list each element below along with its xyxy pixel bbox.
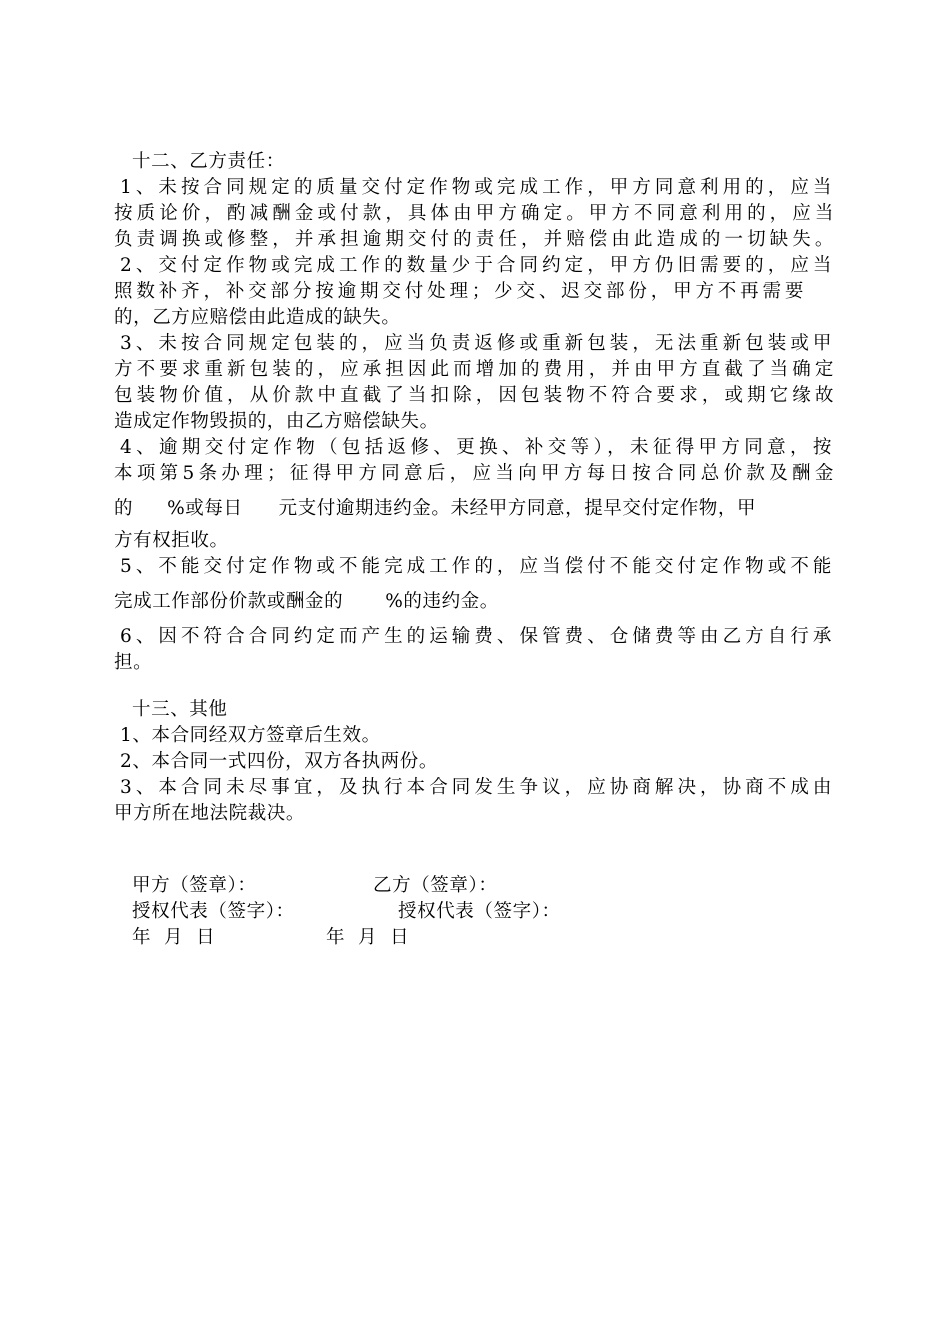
clause-12-3-line-1: 3、未按合同规定包装的，应当负责返修或重新包装，无法重新包装或甲: [120, 333, 832, 354]
clause-12-1-line-1: 1、未按合同规定的质量交付定作物或完成工作，甲方同意利用的，应当: [120, 177, 832, 198]
party-b-date: 年 月 日: [326, 927, 410, 948]
clause-12-4-line-3: [114, 496, 834, 522]
clause-12-3-line-3: 包装物价值，从价款中直截了当扣除，因包装物不符合要求，或期它缘故: [114, 385, 834, 406]
party-a-date: 年 月 日: [132, 927, 216, 948]
clause-12-5-line-1: 5、不能交付定作物或不能完成工作的，应当偿付不能交付定作物或不能: [120, 556, 832, 577]
clause-13-3-line-1: 3、本合同未尽事宜，及执行本合同发生争议，应协商解决，协商不成由: [120, 777, 832, 798]
clause-12-5-text-a: 完成工作部份价款或酬金的: [114, 591, 344, 612]
party-a-seal-label: 甲方（签章）：: [132, 875, 257, 896]
clause-13-1: 1、本合同经双方签章后生效。: [120, 725, 381, 746]
clause-12-5-line-2: [114, 589, 834, 615]
clause-12-4-line-4: 方有权拒收。: [114, 530, 229, 551]
clause-12-3-line-4: 造成定作物毁损的，由乙方赔偿缺失。: [114, 411, 439, 432]
clause-12-1-line-2: 按质论价，酌减酬金或付款，具体由甲方确定。甲方不同意利用的，应当: [114, 203, 834, 224]
party-b-seal-label: 乙方（签章）：: [373, 875, 498, 896]
clause-12-6-line-2: 担。: [114, 652, 153, 673]
clause-12-2-line-1: 2、交付定作物或完成工作的数量少于合同约定，甲方仍旧需要的，应当: [120, 255, 832, 276]
clause-12-4-text-b: %或每日: [167, 498, 243, 519]
clause-12-4-line-2: 本项第5条办理；征得甲方同意后，应当向甲方每日按合同总价款及酬金: [114, 463, 834, 484]
clause-12-4-line-1: 4、逾期交付定作物（包括返修、更换、补交等），未征得甲方同意，按: [120, 437, 832, 458]
party-b-representative-label: 授权代表（签字）：: [398, 901, 561, 922]
clause-13-2: 2、本合同一式四份，双方各执两份。: [120, 751, 438, 772]
clause-12-3-line-2: 方不要求重新包装的，应承担因此而增加的费用，并由甲方直截了当确定: [114, 359, 834, 380]
clause-12-4-text-a: 的: [114, 498, 134, 519]
section-12-heading: 十二、乙方责任：: [132, 151, 285, 172]
clause-12-6-line-1: 6、因不符合合同约定而产生的运输费、保管费、仓储费等由乙方自行承: [120, 626, 832, 647]
clause-12-5-text-b: %的违约金。: [385, 591, 499, 612]
clause-12-2-line-3: 的，乙方应赔偿由此造成的缺失。: [114, 307, 401, 328]
section-13-heading: 十三、其他: [132, 699, 228, 720]
clause-12-2-line-2: 照数补齐，补交部分按逾期交付处理；少交、迟交部份，甲方不再需要: [114, 281, 804, 302]
clause-12-4-text-c: 元支付逾期违约金。未经甲方同意，提早交付定作物，甲: [278, 498, 757, 519]
clause-13-3-line-2: 甲方所在地法院裁决。: [114, 803, 306, 824]
clause-12-1-line-3: 负责调换或修整，并承担逾期交付的责任，并赔偿由此造成的一切缺失。: [114, 229, 834, 250]
party-a-representative-label: 授权代表（签字）：: [132, 901, 295, 922]
